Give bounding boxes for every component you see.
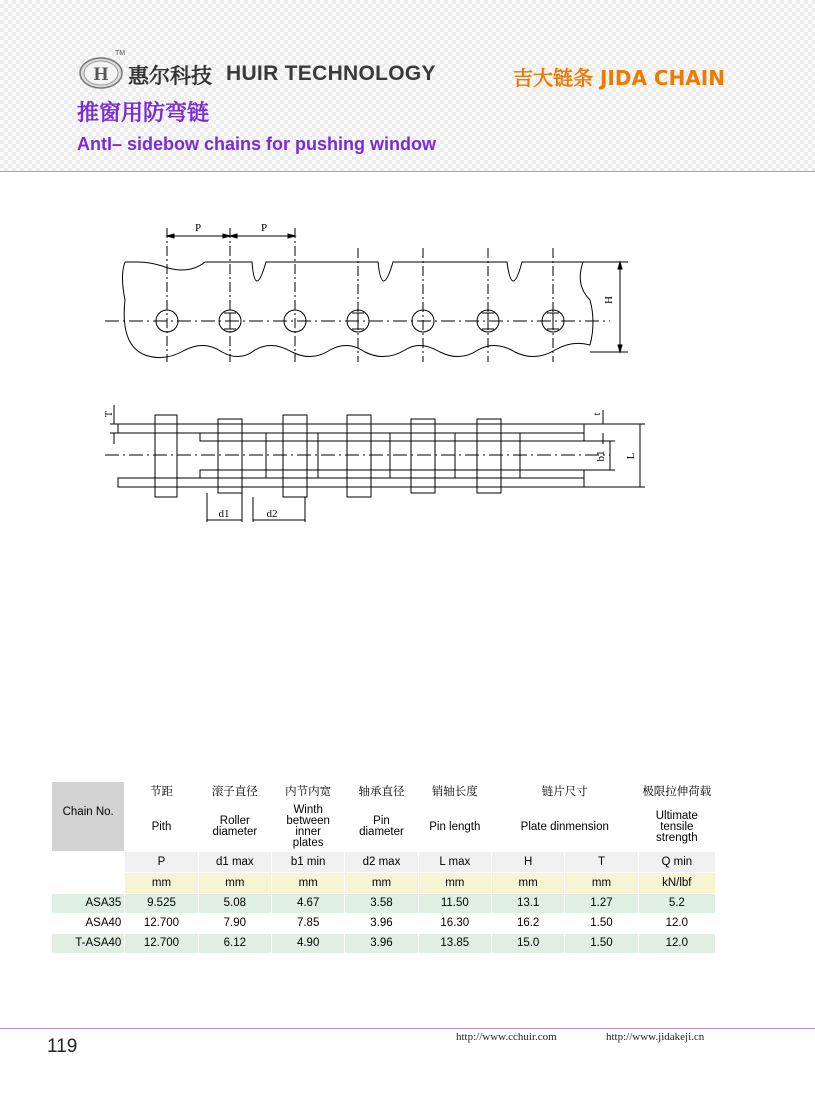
roller-diameter-label: d1	[218, 508, 230, 520]
col-header-cn: 内节内宽	[271, 782, 344, 803]
footer-url-jidakeji[interactable]: http://www.jidakeji.cn	[606, 1031, 705, 1043]
symbol-cell: d1 max	[198, 852, 271, 873]
jida-chain-brand: 吉大链条 JIDA CHAIN	[513, 66, 725, 90]
table-cell: 13.85	[418, 934, 491, 954]
chain-no-cell: ASA40	[52, 914, 125, 934]
symbol-cell: P	[125, 852, 198, 873]
table-cell: 5.2	[638, 894, 715, 914]
table-cell: 4.67	[271, 894, 344, 914]
col-header-en: Roller diameter	[198, 803, 271, 852]
table-cell: 16.30	[418, 914, 491, 934]
thickness-upper-label: T	[104, 410, 115, 418]
unit-cell: mm	[491, 873, 564, 894]
col-header-cn: 销轴长度	[418, 782, 491, 803]
table-cell: 3.96	[345, 934, 418, 954]
col-header-en: Winth between inner plates	[271, 803, 344, 852]
table-row	[52, 914, 716, 934]
pin-diameter-label: d2	[266, 508, 278, 520]
pin-length-label: L	[625, 452, 637, 460]
symbol-cell: H	[491, 852, 564, 873]
thickness-lower-label: t	[592, 412, 603, 416]
symbol-cell: d2 max	[345, 852, 418, 873]
col-header-en: Plate dinmension	[491, 803, 638, 852]
chain-drawing	[0, 0, 815, 540]
unit-cell: mm	[125, 873, 198, 894]
symbol-cell: L max	[418, 852, 491, 873]
table-row	[52, 934, 716, 954]
inner-width-label: b1	[595, 450, 607, 462]
empty-cell	[52, 873, 125, 894]
col-header-cn: 滚子直径	[198, 782, 271, 803]
unit-cell: mm	[418, 873, 491, 894]
col-header-en: Pith	[125, 803, 198, 852]
chain-no-header: Chain No.	[52, 782, 125, 852]
symbol-cell: T	[565, 852, 638, 873]
pitch-label-2: P	[260, 222, 268, 234]
empty-cell	[52, 852, 125, 873]
symbol-cell: b1 min	[271, 852, 344, 873]
table-row	[52, 894, 716, 914]
height-label: H	[603, 296, 615, 304]
chain-no-cell: ASA35	[52, 894, 125, 914]
table-cell: 9.525	[125, 894, 198, 914]
col-header-cn: 链片尺寸	[491, 782, 638, 803]
page-title-en: AntI– sidebow chains for pushing window	[77, 134, 437, 154]
table-cell: 1.50	[565, 914, 638, 934]
unit-cell: mm	[345, 873, 418, 894]
page-title-cn: 推窗用防弯链	[77, 101, 210, 126]
top-view	[105, 405, 645, 522]
col-header-en: Pin diameter	[345, 803, 418, 852]
footer-url-cchuir[interactable]: http://www.cchuir.com	[456, 1031, 557, 1043]
table-cell: 12.700	[125, 934, 198, 954]
footer-divider	[0, 1028, 815, 1029]
table-cell: 3.96	[345, 914, 418, 934]
table-cell: 4.90	[271, 934, 344, 954]
trademark-mark: TM	[115, 50, 126, 57]
table-cell: 3.58	[345, 894, 418, 914]
col-header-cn: 极限拉伸荷载	[638, 782, 715, 803]
table-cell: 1.27	[565, 894, 638, 914]
table-cell: 5.08	[198, 894, 271, 914]
col-header-en: Pin length	[418, 803, 491, 852]
col-header-en: Ultimate tensile strength	[638, 803, 715, 852]
table-cell: 13.1	[491, 894, 564, 914]
unit-cell: mm	[271, 873, 344, 894]
table-cell: 15.0	[491, 934, 564, 954]
chain-no-cell: T-ASA40	[52, 934, 125, 954]
table-cell: 12.0	[638, 934, 715, 954]
table-cell: 7.85	[271, 914, 344, 934]
svg-text:H: H	[93, 64, 109, 85]
col-header-cn: 轴承直径	[345, 782, 418, 803]
table-cell: 16.2	[491, 914, 564, 934]
table-cell: 1.50	[565, 934, 638, 954]
brand-name-en: HUIR TECHNOLOGY	[226, 62, 436, 85]
table-cell: 12.700	[125, 914, 198, 934]
table-cell: 12.0	[638, 914, 715, 934]
side-view	[105, 228, 628, 362]
pitch-label-1: P	[194, 222, 202, 234]
spec-table	[51, 781, 716, 954]
symbol-cell: Q min	[638, 852, 715, 873]
brand-name-cn: 惠尔科技	[128, 64, 212, 88]
unit-cell: mm	[198, 873, 271, 894]
unit-cell: kN/lbf	[638, 873, 715, 894]
unit-cell: mm	[565, 873, 638, 894]
page-number: 119	[47, 1036, 78, 1057]
table-cell: 6.12	[198, 934, 271, 954]
table-cell: 7.90	[198, 914, 271, 934]
table-cell: 11.50	[418, 894, 491, 914]
col-header-cn: 节距	[125, 782, 198, 803]
